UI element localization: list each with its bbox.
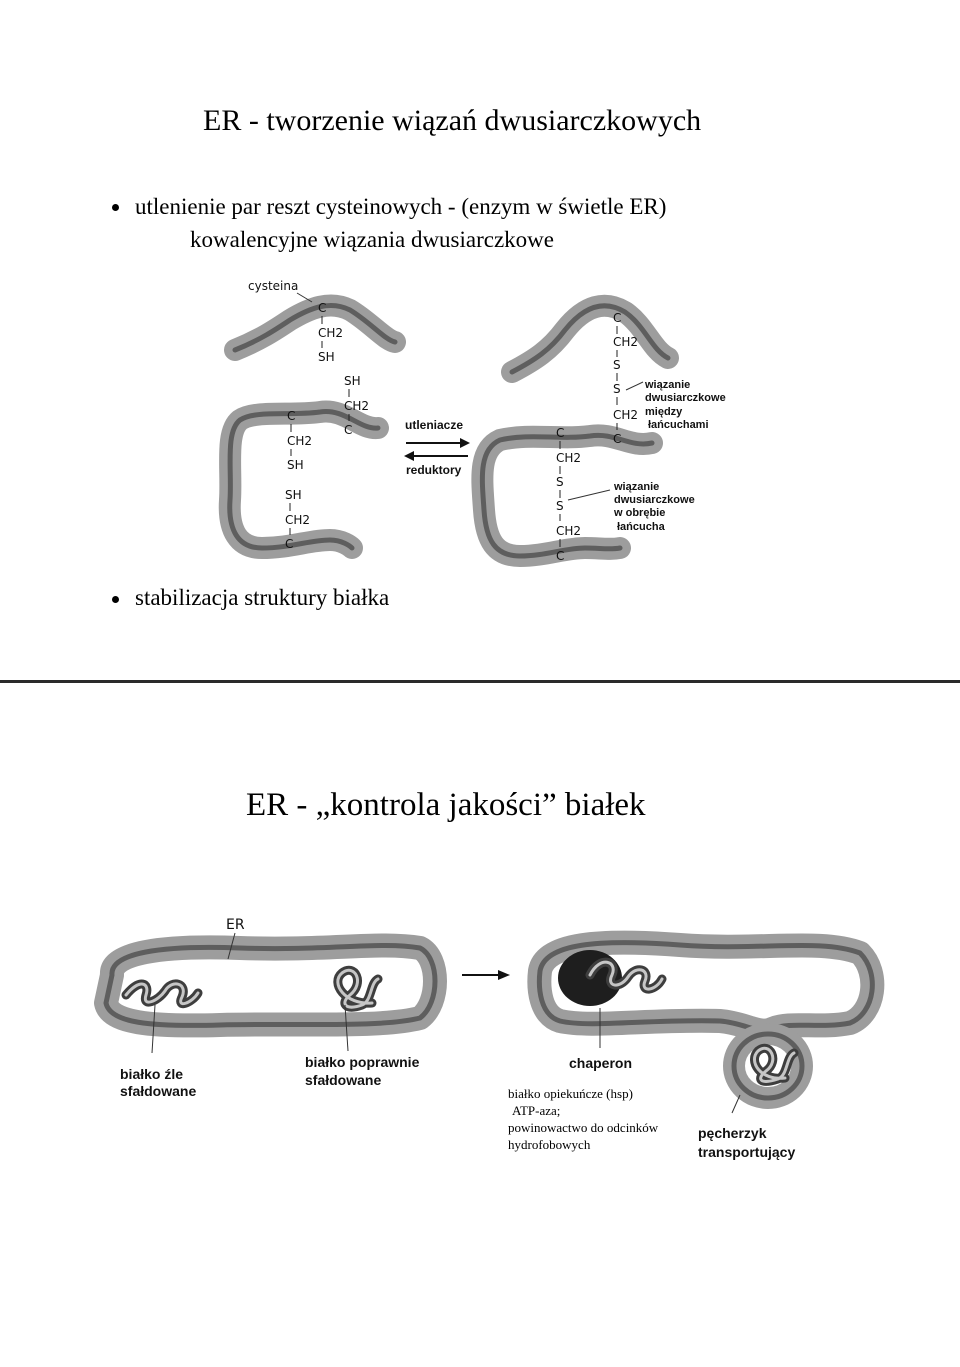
interchain-note — [644, 379, 726, 431]
chaperon-desc-2: ATP-aza; — [512, 1103, 561, 1118]
disulfide-diagram — [0, 0, 960, 680]
svg-text:SH: SH — [318, 350, 335, 364]
svg-text:C: C — [556, 549, 565, 563]
bullet-dot — [112, 596, 119, 603]
svg-text:CH2: CH2 — [344, 399, 370, 413]
folded-protein — [338, 970, 378, 1007]
chaperon-label: chaperon — [569, 1055, 633, 1071]
svg-text:C: C — [613, 311, 622, 325]
svg-text:CH2: CH2 — [613, 408, 639, 422]
misfolded-label-2: sfałdowane — [120, 1083, 197, 1099]
svg-text:S: S — [556, 499, 564, 513]
svg-text:CH2: CH2 — [287, 434, 313, 448]
svg-text:CH2: CH2 — [613, 335, 639, 349]
chains-left — [230, 305, 395, 548]
bullet-1-line-2: kowalencyjne wiązania dwusiarczkowe — [190, 227, 555, 252]
svg-text:C: C — [287, 409, 296, 423]
svg-text:CH2: CH2 — [556, 451, 582, 465]
svg-text:C: C — [344, 423, 353, 437]
er-compartment-left — [106, 945, 435, 1025]
slide-title: ER - „kontrola jakości” białek — [246, 787, 646, 823]
bullet-2-line-1: stabilizacja struktury białka — [135, 585, 390, 610]
cysteine-label: cysteina — [248, 279, 299, 293]
svg-text:dwusiarczkowe: dwusiarczkowe — [645, 392, 726, 404]
svg-text:wiązanie: wiązanie — [614, 481, 660, 493]
slide-title: ER - tworzenie wiązań dwusiarczkowych — [203, 104, 702, 137]
svg-text:C: C — [556, 426, 565, 440]
folded-label-1: białko poprawnie — [305, 1054, 420, 1070]
oxidizers-label: utleniacze — [405, 418, 464, 432]
slide-quality-control — [0, 683, 960, 1367]
chaperon-desc-4: hydrofobowych — [508, 1137, 591, 1152]
svg-text:CH2: CH2 — [556, 524, 582, 538]
svg-text:SH: SH — [287, 458, 304, 472]
quality-control-diagram — [0, 683, 960, 1367]
svg-text:S: S — [613, 382, 621, 396]
svg-text:C: C — [613, 432, 622, 446]
svg-text:SH: SH — [285, 488, 302, 502]
svg-text:CH2: CH2 — [318, 326, 344, 340]
er-label: ER — [226, 917, 245, 933]
svg-text:C: C — [318, 301, 327, 315]
misfolded-label-1: białko źle — [120, 1066, 184, 1082]
svg-text:S: S — [556, 475, 564, 489]
svg-text:wiązanie: wiązanie — [645, 379, 691, 391]
chaperon-desc-1: białko opiekuńcze (hsp) — [508, 1086, 633, 1101]
intrachain-note — [613, 481, 695, 533]
vesicle-protein — [754, 1048, 794, 1081]
svg-text:między: między — [645, 406, 683, 418]
svg-text:C: C — [285, 537, 294, 551]
svg-text:SH: SH — [344, 374, 361, 388]
chaperon-desc-3: powinowactwo do odcinków — [508, 1120, 659, 1135]
vesicle-label-2: transportujący — [698, 1144, 796, 1160]
svg-text:w obrębie: w obrębie — [614, 507, 666, 519]
svg-text:dwusiarczkowe: dwusiarczkowe — [614, 494, 695, 506]
vesicle-label-1: pęcherzyk — [698, 1125, 767, 1141]
svg-text:CH2: CH2 — [285, 513, 311, 527]
slide-disulfide-bonds — [0, 0, 960, 680]
reducers-label: reduktory — [406, 463, 462, 477]
svg-text:łańcucha: łańcucha — [617, 521, 665, 533]
svg-text:S: S — [613, 358, 621, 372]
svg-text:łańcuchami: łańcuchami — [648, 419, 709, 431]
misfolded-protein — [126, 984, 198, 1004]
bullet-1-line-1: utlenienie par reszt cysteinowych - (enzym w świetle ER) — [135, 194, 667, 219]
folded-label-2: sfałdowane — [305, 1072, 382, 1088]
